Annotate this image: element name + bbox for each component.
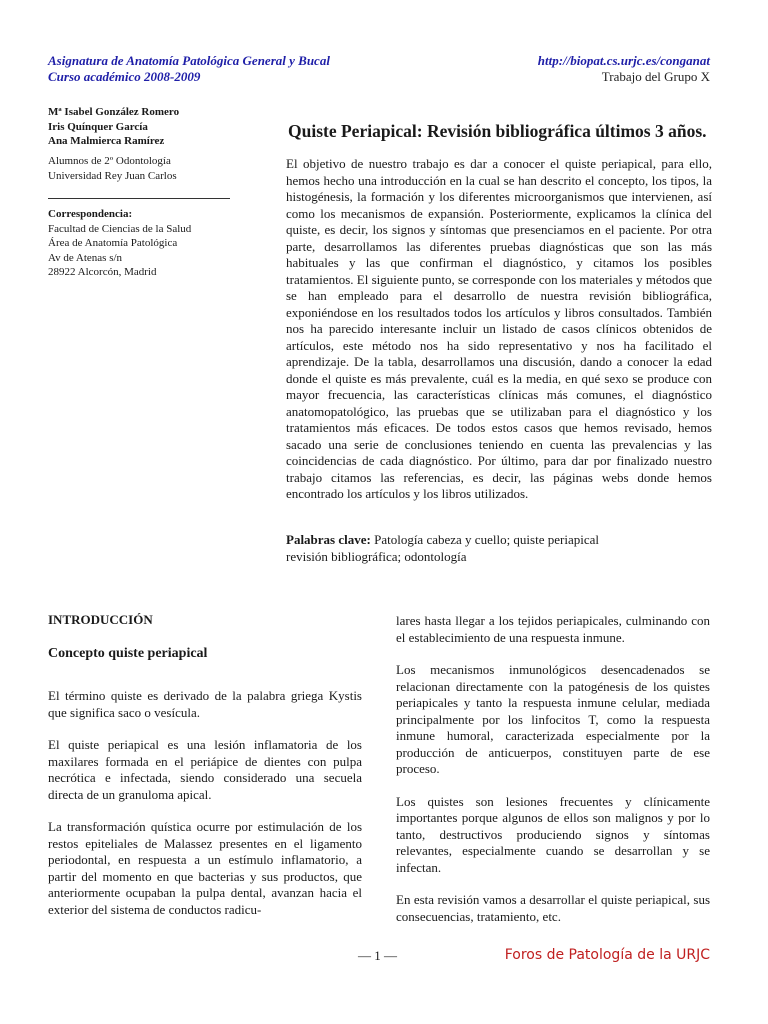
correspondence-line: Av de Atenas s/n xyxy=(48,251,123,264)
author-name: Iris Quínquer García xyxy=(48,120,148,133)
page-number: — 1 — xyxy=(358,948,397,963)
correspondence-label: Correspondencia: xyxy=(48,208,133,220)
footer-brand: Foros de Patología de la URJC xyxy=(504,947,710,963)
paragraph: Los mecanismos inmunológicos desencadenados se relacionan directamente con la patogénesis de los quistes periapicales y tanto la respuesta inmune celular, mediada principalmente por los linfocitos T, como la respuesta inmune humoral, caracterizada especialmente por la producción de anticuerpos, constituyen parte de ese proceso. xyxy=(396,662,710,776)
keywords-line: Patología cabeza y cuello; quiste periapical xyxy=(374,532,599,547)
correspondence-line: Área de Anatomía Patológica xyxy=(48,237,178,249)
author-list xyxy=(48,105,232,149)
keywords-label: Palabras clave: xyxy=(286,532,371,547)
paragraph: Los quistes son lesiones frecuentes y clínicamente importantes porque algunos de ellos son malignos y por lo tanto, destructivos produciendo signos y síntomas relevantes, especialmente cuando se desarrollan y se infectan. xyxy=(396,793,710,875)
author-name: Ana Malmierca Ramírez xyxy=(48,135,165,147)
correspondence-line: Facultad de Ciencias de la Salud xyxy=(48,222,192,235)
site-header xyxy=(538,53,710,85)
paragraph: En esta revisión vamos a desarrollar el quiste periapical, sus consecuencias, tratamiento, etc. xyxy=(396,892,710,924)
site-url-link[interactable]: http://biopat.cs.urjc.es/conganat xyxy=(537,53,710,68)
paragraph: La transformación quística ocurre por estimulación de los restos epiteliales de Malassez presentes en el ligamento periodontal, en respuesta a un estímulo inflamatorio, a partir del momento en que bacterias y sus productos, que anteriormente ocupaban la pulpa dental, avanzan hacia el exterior del sistema de conductos radicu- xyxy=(48,819,362,917)
paper-title: Quiste Periapical: Revisión bibliográfica últimos 3 años. xyxy=(288,121,707,141)
body-column-left xyxy=(48,688,362,934)
subsection-heading: Concepto quiste periapical xyxy=(48,646,208,661)
sidebar-divider xyxy=(48,198,230,199)
body-column-right xyxy=(396,613,710,941)
affiliation-line: Alumnos de 2º Odontología xyxy=(48,155,171,167)
course-title: Asignatura de Anatomía Patológica General y Bucal xyxy=(48,53,330,68)
keywords-line: revisión bibliográfica; odontología xyxy=(286,548,467,564)
paragraph: lares hasta llegar a los tejidos periapicales, culminando con el establecimiento de una respuesta inmune. xyxy=(396,613,710,645)
affiliation xyxy=(48,154,232,183)
course-header xyxy=(48,53,330,85)
paragraph: El término quiste es derivado de la palabra griega Kystis que significa saco o vesícula. xyxy=(48,688,362,720)
author-name: Mª Isabel González Romero xyxy=(48,106,180,118)
correspondence xyxy=(48,207,232,280)
correspondence-line: 28922 Alcorcón, Madrid xyxy=(48,266,157,278)
section-heading: INTRODUCCIÓN xyxy=(48,612,153,627)
paragraph: El quiste periapical es una lesión inflamatoria de los maxilares formada en el periápice de dientes con pulpa necrótica e infectada, siendo considerado una secuela directa de un granuloma apical. xyxy=(48,737,362,802)
affiliation-line: Universidad Rey Juan Carlos xyxy=(48,169,177,182)
abstract-text: El objetivo de nuestro trabajo es dar a conocer el quiste periapical, para ello, hemos hecho una introducción en la cual se han descrito el concepto, los tipos, la histogénesis, la formación y los diferentes microorganismos que intervienen, así como los mecanismos de expansión. Posteriormente, explicamos la clínica del quiste, es decir, los signos y síntomas que presenciamos en el paciente. Por otra parte, desarrollamos las diferentes pruebas diagnósticas que son las más habituales y las que confirman el diagnóstico, y citamos los posibles tratamientos. El siguiente punto, se corresponde con los materiales y métodos que se han empleado para el desarrollo de nuestra revisión bibliográfica, exponiéndose en los resultados todos los artículos y libros consultados. También nos ha parecido interesante incluir un listado de casos clínicos obtenidos de artículos, este método nos ha sido representativo y nos ha facilitado el aprendizaje. De la tabla, desarrollamos una discusión, dando a conocer la edad donde el quiste es más prevalente, cuál es la media, en qué sexo se produce con mayor frecuencia, las características clínicas más comunes, el diagnóstico anatomopatológico, las pruebas que se utilizaban para el diagnóstico y los tratamientos más eficaces. De todos estos casos que hemos revisado, hemos sacado una serie de conclusiones teniendo en cuenta las prevalencias y las coincidencias de cada diagnóstico. Por último, para dar por finalizado nuestro trabajo citamos las referencias, es decir, las páginas webs donde hemos encontrado los artículos y los libros utilizados. xyxy=(286,156,712,501)
group-label: Trabajo del Grupo X xyxy=(601,69,710,84)
course-year: Curso académico 2008-2009 xyxy=(48,69,201,84)
keywords xyxy=(286,532,712,565)
